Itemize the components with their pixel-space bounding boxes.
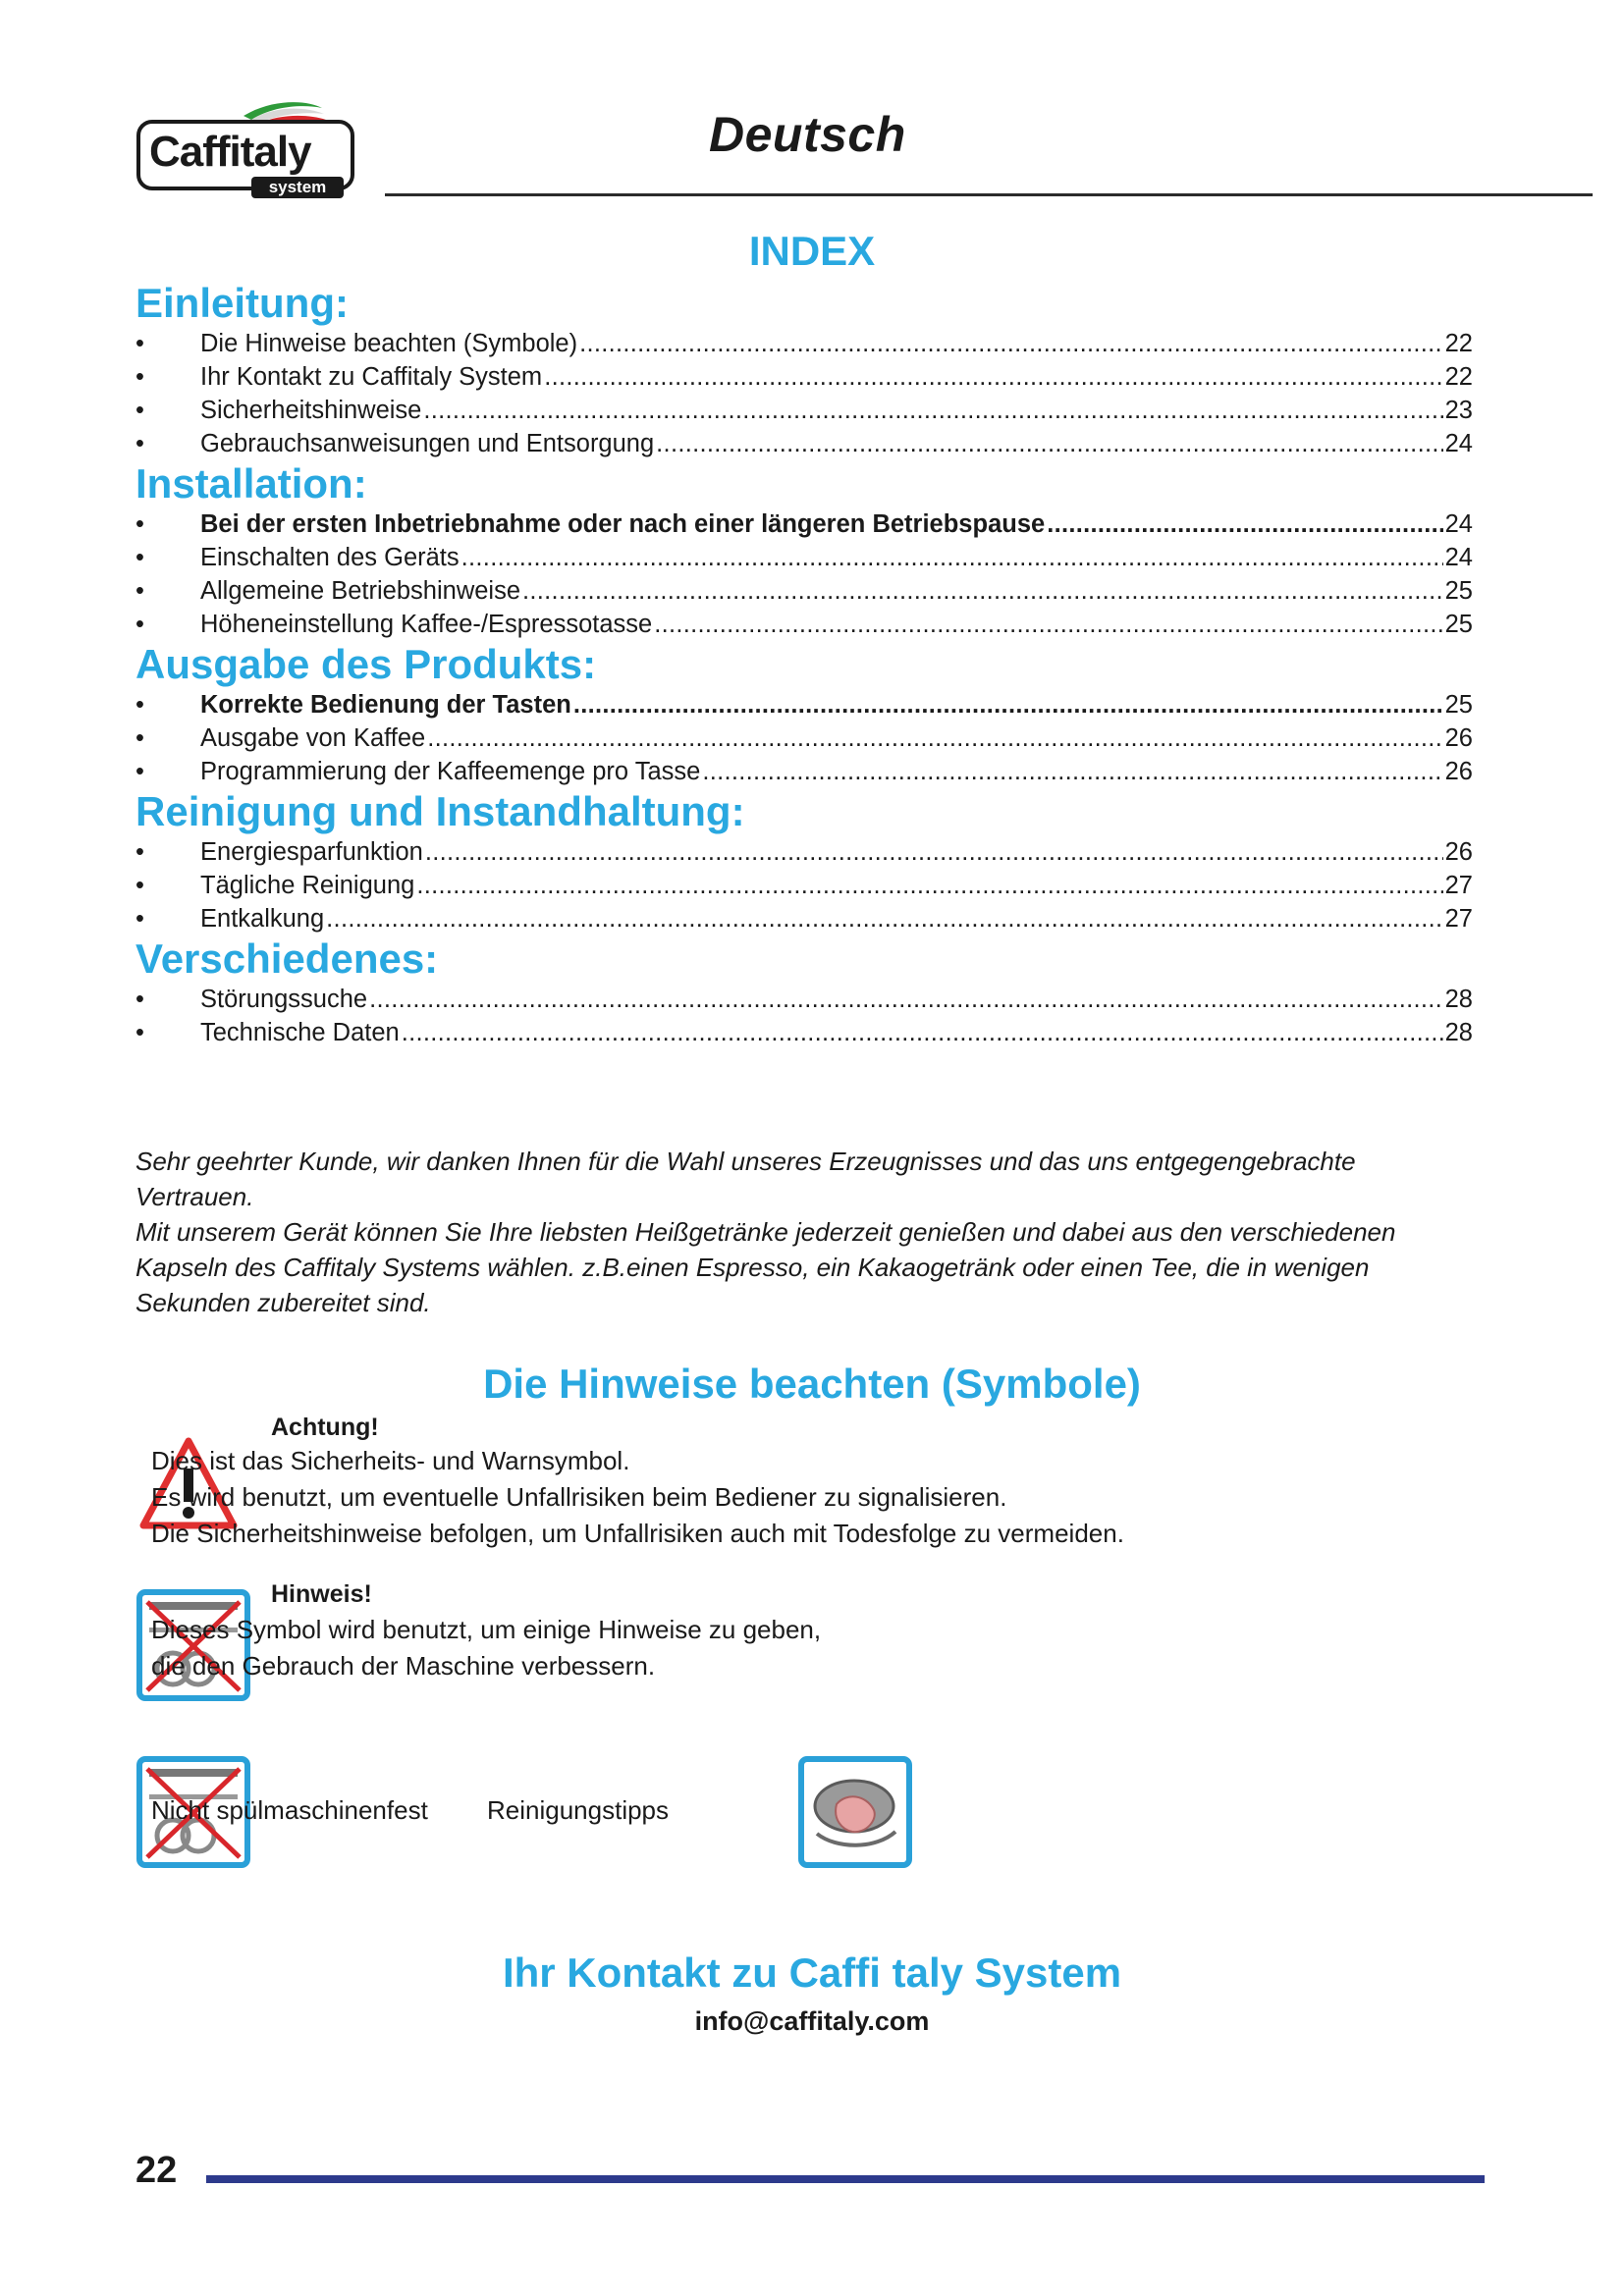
dishwasher-label: Nicht spülmaschinenfest <box>151 1795 428 1825</box>
dot-leader <box>702 755 1442 788</box>
toc-section-title: Einleitung: <box>135 280 349 326</box>
toc-entry[interactable] <box>135 902 1473 935</box>
dot-leader <box>461 541 1443 574</box>
toc-entry-label: Sicherheitshinweise <box>200 397 422 424</box>
toc-entry-page: 25 <box>1444 577 1473 605</box>
toc-entry[interactable] <box>135 427 1473 460</box>
toc-entry-page: 22 <box>1444 363 1473 391</box>
note-text <box>151 1612 1231 1684</box>
toc-entry-label: Gebrauchsanweisungen und Entsorgung <box>200 430 655 457</box>
language-label: Deutsch <box>709 107 906 162</box>
toc-entry[interactable] <box>135 327 1473 360</box>
note-line: Dieses Symbol wird benutzt, um einige Hinweise zu geben, <box>151 1615 822 1644</box>
dot-leader <box>416 869 1442 902</box>
toc-section-title: Reinigung und Instandhaltung: <box>135 788 745 834</box>
toc-entry[interactable] <box>135 721 1473 755</box>
bullet: • <box>135 872 144 899</box>
toc-entry[interactable] <box>135 1016 1473 1049</box>
toc-entry[interactable] <box>135 394 1473 427</box>
toc-entry[interactable] <box>135 755 1473 788</box>
toc-section-title: Installation: <box>135 460 367 507</box>
bullet: • <box>135 577 144 605</box>
header-rule <box>385 193 1593 196</box>
toc-entry[interactable] <box>135 541 1473 574</box>
toc-entry-label: Entkalkung <box>200 905 325 933</box>
dot-leader <box>427 721 1442 755</box>
toc-entry-label: Die Hinweise beachten (Symbole) <box>200 330 578 357</box>
toc-entry[interactable] <box>135 360 1473 394</box>
note-title: Hinweis! <box>271 1580 372 1608</box>
toc-entry-label: Technische Daten <box>200 1019 400 1046</box>
bullet: • <box>135 510 144 538</box>
intro-paragraph-1: Sehr geehrter Kunde, wir danken Ihnen für die Wahl unseres Erzeugnisses und das uns entgegengebrachte Vertrauen. <box>135 1147 1356 1211</box>
bullet: • <box>135 758 144 785</box>
toc-entry[interactable] <box>135 574 1473 608</box>
toc-entry-page: 27 <box>1444 905 1473 933</box>
bullet: • <box>135 611 144 638</box>
toc-entry-page: 28 <box>1444 986 1473 1013</box>
warning-line: Es wird benutzt, um eventuelle Unfallrisiken beim Bediener zu signalisieren. <box>151 1482 1007 1512</box>
toc-entry-label: Ihr Kontakt zu Caffitaly System <box>200 363 543 391</box>
footer-rule <box>206 2175 1485 2183</box>
dot-leader <box>654 608 1442 641</box>
logo-subtext: system <box>268 178 327 196</box>
toc-entry-page: 24 <box>1444 544 1473 571</box>
bullet: • <box>135 397 144 424</box>
bullet: • <box>135 986 144 1013</box>
toc-entry-label: Allgemeine Betriebshinweise <box>200 577 521 605</box>
toc-section-title: Ausgabe des Produkts: <box>135 641 597 687</box>
warning-title: Achtung! <box>271 1414 379 1441</box>
toc-entry-page: 26 <box>1444 758 1473 785</box>
page-number: 22 <box>135 2150 178 2191</box>
bullet: • <box>135 1019 144 1046</box>
index-title: INDEX <box>748 228 876 274</box>
bullet: • <box>135 544 144 571</box>
toc-entry-page: 22 <box>1444 330 1473 357</box>
warning-text <box>151 1443 1329 1552</box>
contact-heading: Ihr Kontakt zu Caffi taly System <box>502 1949 1122 1996</box>
dot-leader <box>425 835 1443 869</box>
toc-entry-label: Bei der ersten Inbetriebnahme oder nach einer längeren Betriebspause <box>200 510 1046 538</box>
toc-entry-page: 28 <box>1444 1019 1473 1046</box>
toc-entry-label: Höheneinstellung Kaffee-/Espressotasse <box>200 611 653 638</box>
warning-line: Die Sicherheitshinweise befolgen, um Unfallrisiken auch mit Todesfolge zu vermeiden. <box>151 1519 1124 1548</box>
bullet: • <box>135 691 144 719</box>
toc-entry-page: 24 <box>1444 510 1473 538</box>
dot-leader <box>656 427 1442 460</box>
toc-entry[interactable] <box>135 688 1473 721</box>
toc-entry-label: Ausgabe von Kaffee <box>200 724 426 752</box>
note-line: die den Gebrauch der Maschine verbessern. <box>151 1651 656 1681</box>
symbols-heading: Die Hinweise beachten (Symbole) <box>483 1361 1141 1407</box>
warning-line: Dies ist das Sicherheits- und Warnsymbol. <box>151 1446 630 1475</box>
toc-entry-page: 24 <box>1444 430 1473 457</box>
toc-entry[interactable] <box>135 835 1473 869</box>
toc-entry-page: 25 <box>1444 611 1473 638</box>
dot-leader <box>1047 507 1442 541</box>
dot-leader <box>522 574 1443 608</box>
toc-entry-label: Einschalten des Geräts <box>200 544 460 571</box>
table-of-contents <box>135 280 1473 1049</box>
toc-entry-page: 26 <box>1444 724 1473 752</box>
dot-leader <box>326 902 1442 935</box>
toc-section-title: Verschiedenes: <box>135 935 439 982</box>
bullet: • <box>135 905 144 933</box>
toc-entry[interactable] <box>135 869 1473 902</box>
dot-leader <box>402 1016 1443 1049</box>
toc-entry[interactable] <box>135 608 1473 641</box>
dot-leader <box>544 360 1442 394</box>
toc-entry-page: 25 <box>1444 691 1473 719</box>
dot-leader <box>423 394 1442 427</box>
bullet: • <box>135 724 144 752</box>
toc-entry-label: Korrekte Bedienung der Tasten <box>200 691 571 719</box>
toc-entry-label: Energiesparfunktion <box>200 838 423 866</box>
cleaning-label: Reinigungstipps <box>487 1795 670 1825</box>
toc-entry-page: 26 <box>1444 838 1473 866</box>
dot-leader <box>573 688 1443 721</box>
caffitaly-logo <box>135 98 357 206</box>
dot-leader <box>369 983 1443 1016</box>
toc-entry-label: Programmierung der Kaffeemenge pro Tasse <box>200 758 701 785</box>
logo-wordmark: Caffitaly <box>149 128 311 176</box>
toc-entry[interactable] <box>135 507 1473 541</box>
intro-paragraph-2: Mit unserem Gerät können Sie Ihre liebsten Heißgetränke jederzeit genießen und dabei aus den verschiedenen Kapseln des Caffitaly Systems wählen. z.B.einen Espresso, ein Kakaogetränk oder einen Tee, die in wenigen Sekunden zubereitet sind. <box>135 1217 1396 1317</box>
bullet: • <box>135 363 144 391</box>
bullet: • <box>135 430 144 457</box>
intro-text <box>135 1144 1412 1320</box>
cleaning-cloth-icon <box>797 1755 915 1869</box>
toc-entry-label: Störungssuche <box>200 986 368 1013</box>
toc-entry-page: 23 <box>1444 397 1473 424</box>
bullet: • <box>135 838 144 866</box>
dot-leader <box>579 327 1443 360</box>
bullet: • <box>135 330 144 357</box>
contact-email[interactable]: info@caffitaly.com <box>694 2006 930 2036</box>
toc-entry[interactable] <box>135 983 1473 1016</box>
toc-entry-page: 27 <box>1444 872 1473 899</box>
toc-entry-label: Tägliche Reinigung <box>200 872 415 899</box>
